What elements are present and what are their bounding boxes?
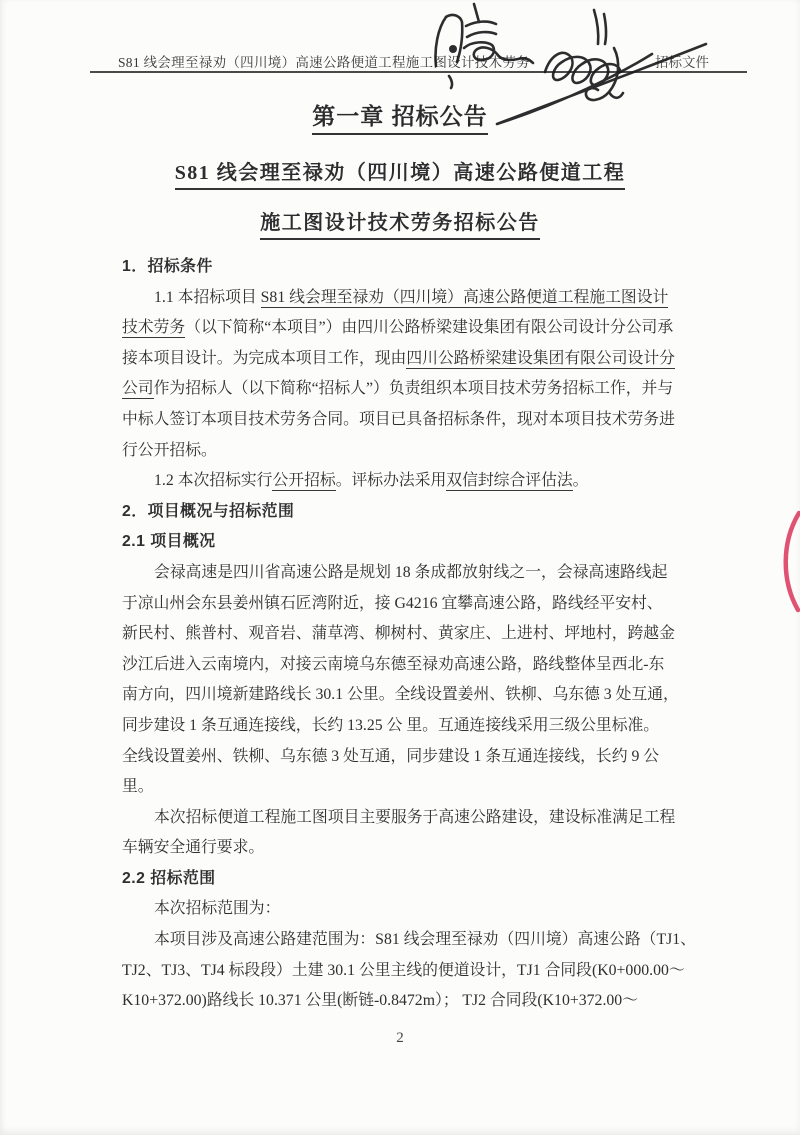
text-segment: 。评标办法采用 (335, 472, 447, 490)
stamp-arc-path (786, 513, 799, 610)
signature-stroke (467, 32, 496, 37)
underlined-text-segment: 技术劳务 (122, 319, 186, 337)
text-segment: 2.2 招标范围 (122, 869, 216, 887)
document-title-line2-text: 施工图设计技术劳务招标公告 (260, 212, 540, 240)
text-segment: 会禄高速是四川省高速公路是规划 18 条成都放射线之一，会禄高速路线起 (154, 563, 668, 581)
text-segment: 接本项目设计。为完成本项目工作，现由 (122, 349, 407, 367)
text-segment: 。 (572, 472, 589, 490)
text-segment: （以下简称“本项目”）由四川公路桥梁建设集团有限公司设计分公司承 (185, 319, 674, 337)
text-segment: 作为招标人（以下简称“招标人”）负责组织本项目技术劳务招标工作，并与 (153, 380, 674, 398)
header-left-title: S81 线会理至禄劝（四川境）高速公路便道工程施工图设计技术劳务 (118, 55, 530, 70)
signature-stroke (609, 92, 623, 98)
text-segment: 本项目涉及高速公路建范围为：S81 线会理至禄劝（四川境）高速公路（TJ1、 (154, 931, 696, 949)
text-segment: 沙江后进入云南境内，对接云南境乌东德至禄劝高速公路，路线整体呈西北-东 (122, 655, 665, 673)
signature-stroke (464, 42, 533, 63)
text-segment: 中标人签订本项目技术劳务合同。项目已具备招标条件，现对本项目技术劳务进 (122, 410, 675, 428)
text-segment: 新民村、熊普村、观音岩、蒲草湾、柳树村、黄家庄、上进村、坪地村，跨越金 (122, 625, 675, 643)
signature-stroke (604, 14, 606, 44)
text-segment: 1.2 本次招标实行 (154, 472, 273, 490)
text-segment: 车辆安全通行要求。 (122, 839, 265, 857)
underlined-text-segment: 公开招标 (272, 472, 336, 490)
text-segment: 本次招标范围为： (154, 900, 281, 918)
text-segment: 2.1 项目概况 (122, 533, 216, 551)
text-segment: 同步建设 1 条互通连接线，长约 13.25 公 里。互通连接线采用三级公里标准。 (122, 716, 660, 734)
underlined-text-segment: 四川公路桥梁建设集团有限公司设计分 (406, 349, 675, 367)
text-segment: 1．招标条件 (122, 258, 213, 275)
header-right-label: 招标文件 (655, 55, 709, 70)
text-segment: 全线设置姜州、铁柳、乌东德 3 处互通，同步建设 1 条互通连接线，长约 9 公 (122, 747, 660, 765)
signature-stroke (474, 4, 479, 22)
red-stamp-arc (786, 513, 799, 610)
text-segment: 里。 (122, 778, 154, 796)
underlined-text-segment: S81 线会理至禄劝（四川境）高速公路便道工程施工图设计 (260, 288, 669, 306)
signature-stroke (586, 48, 618, 100)
document-title-line1-text: S81 线会理至禄劝（四川境）高速公路便道工程 (175, 162, 626, 190)
text-segment: 1.1 本招标项目 (154, 288, 261, 306)
signature-stroke (466, 22, 496, 26)
signature-stroke (497, 44, 706, 124)
page-number: 2 (396, 1030, 404, 1046)
underlined-text-segment: 公司 (122, 380, 154, 398)
chapter-title-text: 第一章 招标公告 (312, 103, 487, 135)
signature-ink-dot (449, 45, 457, 53)
text-segment: K10+372.00)路线长 10.371 公里(断链-0.8472m）； TJ2 合同段(K10+372.00～ (122, 992, 638, 1010)
signature-stroke (435, 17, 446, 66)
text-segment: 2．项目概况与招标范围 (122, 502, 295, 520)
text-segment: TJ2、TJ3、TJ4 标段段）土建 30.1 公里主线的便道设计，TJ1 合同段(K0+000.00～ (122, 961, 685, 979)
signature-stroke (594, 10, 598, 44)
signature-stroke (446, 15, 462, 62)
signature-stroke (449, 76, 452, 88)
text-segment: 本次招标便道工程施工图项目主要服务于高速公路建设，建设标准满足工程 (154, 808, 676, 826)
text-segment: 行公开招标。 (122, 441, 217, 459)
text-segment: 南方向，四川境新建路线长 30.1 公里。全线设置姜州、铁柳、乌东德 3 处互通， (122, 686, 679, 704)
underlined-text-segment: 双信封综合评估法 (446, 472, 573, 490)
handwritten-signature (435, 4, 706, 124)
text-segment: 于凉山州会东县姜州镇石匠湾附近，接 G4216 宜攀高速公路，路线经平安村、 (122, 594, 663, 612)
